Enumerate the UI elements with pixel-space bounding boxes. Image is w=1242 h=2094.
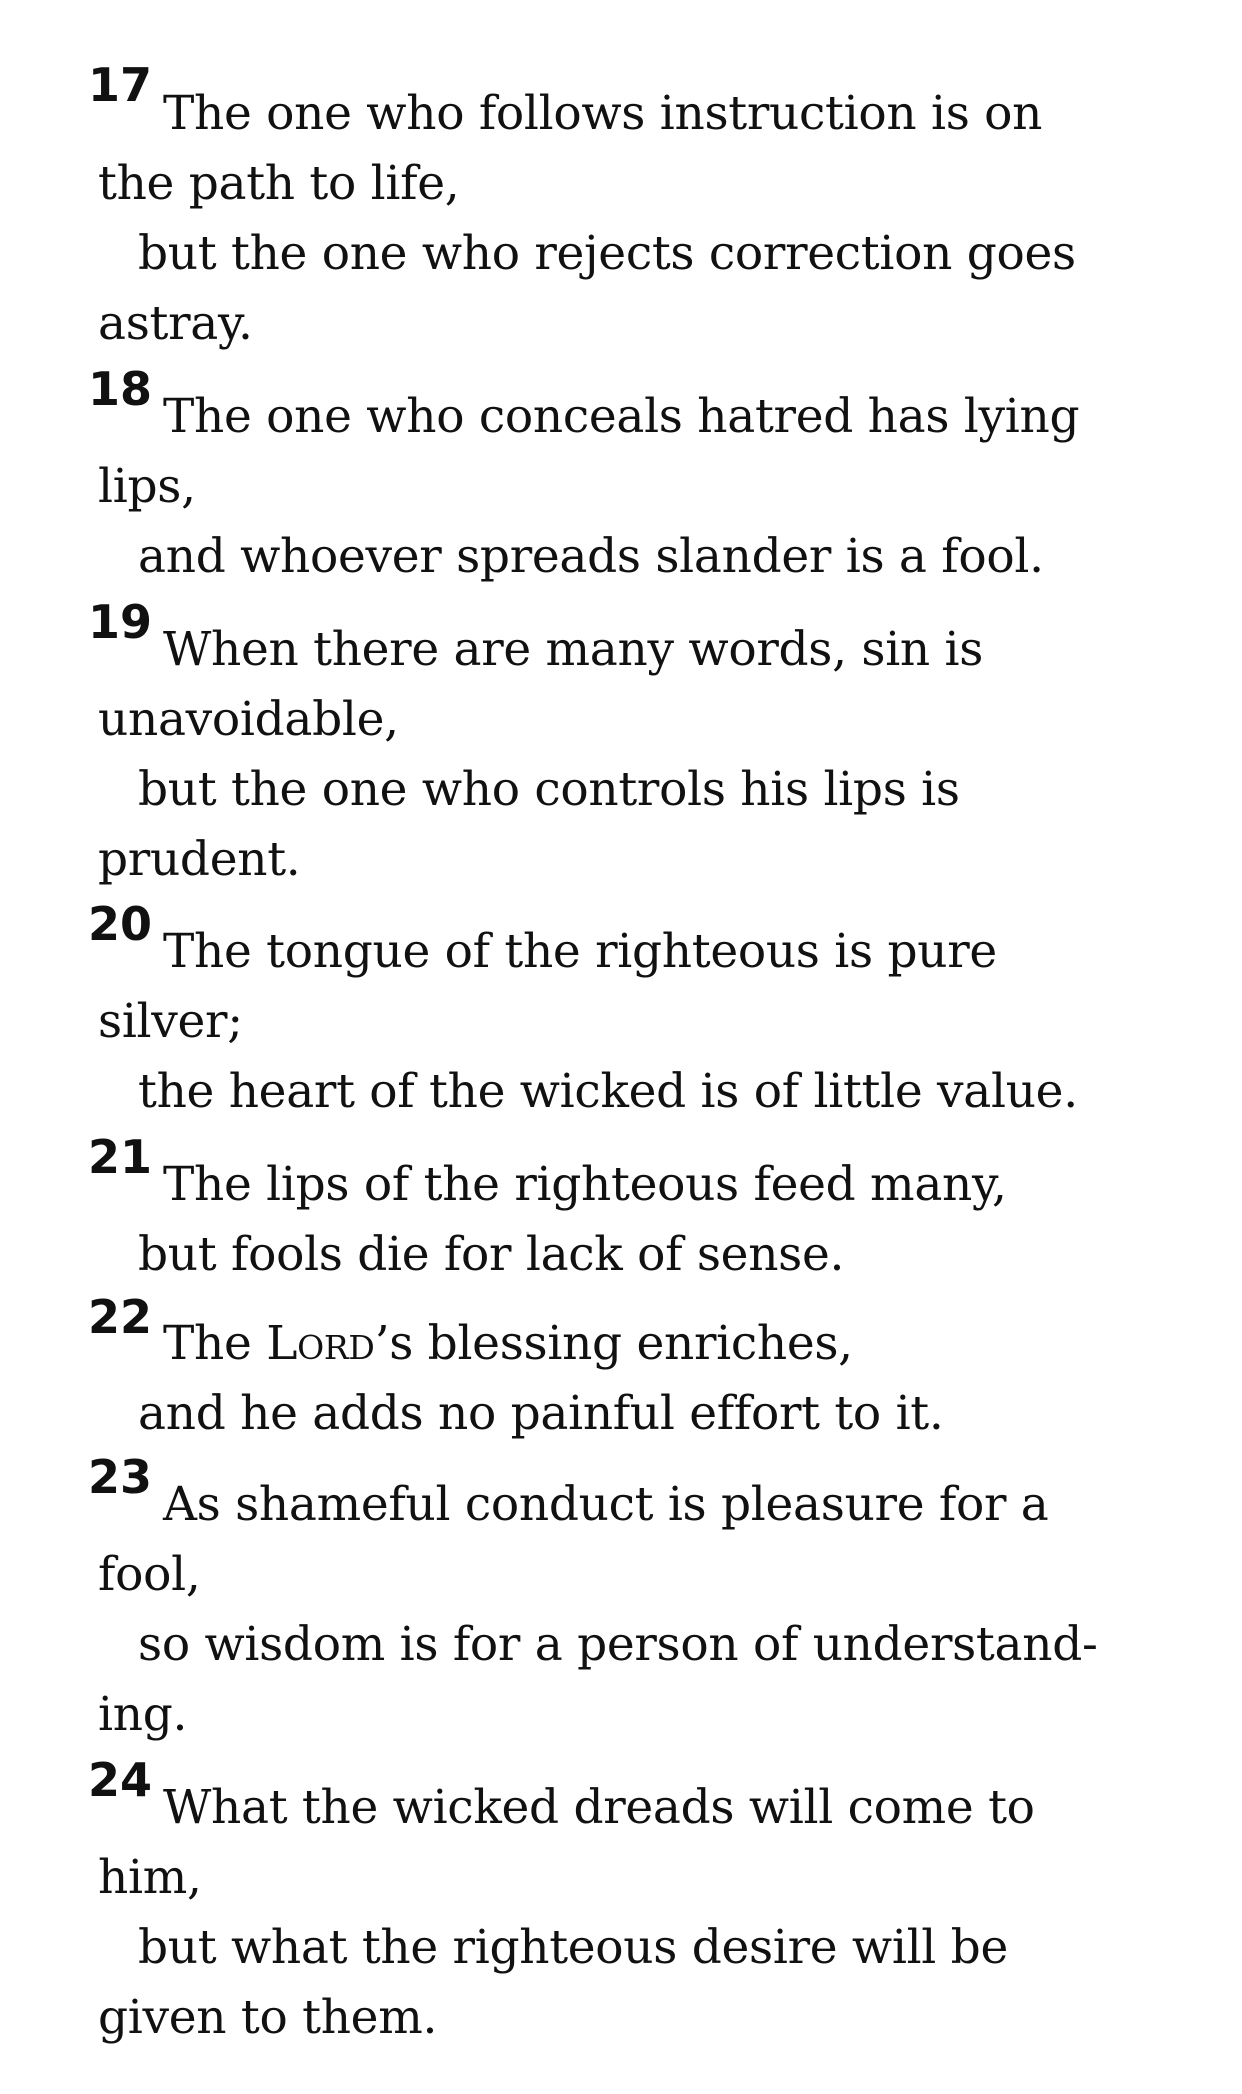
verse-line: unavoidable, xyxy=(98,692,399,747)
verse-number: 24 xyxy=(88,1753,153,1807)
verse-line: but the one who controls his lips is xyxy=(138,762,960,817)
verse-line: When there are many words, sin is xyxy=(163,622,984,677)
verse-number: 19 xyxy=(88,595,153,649)
verse-line: so wisdom is for a person of understand- xyxy=(138,1617,1098,1672)
verse-text: ’s blessing enriches, xyxy=(374,1316,853,1371)
verse-line: As shameful conduct is pleasure for a xyxy=(163,1477,1049,1532)
verse-line: him, xyxy=(98,1850,202,1905)
verse-line: astray. xyxy=(98,296,253,351)
verse-number: 18 xyxy=(88,362,153,416)
verse-line: What the wicked dreads will come to xyxy=(163,1780,1035,1835)
verse-line: The one who follows instruction is on xyxy=(163,86,1043,141)
verse-number: 22 xyxy=(88,1290,153,1344)
verse-line: ing. xyxy=(98,1687,188,1742)
verse-line: silver; xyxy=(98,994,243,1049)
verse-line: but fools die for lack of sense. xyxy=(138,1227,845,1282)
verse-line: the path to life, xyxy=(98,156,460,211)
verse-line: and he adds no painful effort to it. xyxy=(138,1386,944,1441)
verse-number: 23 xyxy=(88,1450,153,1504)
verse-number: 21 xyxy=(88,1130,153,1184)
verse-line: but the one who rejects correction goes xyxy=(138,226,1076,281)
verse-line: lips, xyxy=(98,459,196,514)
verse-number: 17 xyxy=(88,58,153,112)
verse-line: prudent. xyxy=(98,832,301,887)
verse-text: The xyxy=(163,1316,267,1371)
verse-line: The tongue of the righteous is pure xyxy=(163,924,997,979)
verse-line: The lips of the righteous feed many, xyxy=(163,1157,1007,1212)
verse-line: given to them. xyxy=(98,1990,438,2045)
verse-line: but what the righteous desire will be xyxy=(138,1920,1008,1975)
verse-line xyxy=(163,1316,853,1371)
verse-line: the heart of the wicked is of little value. xyxy=(138,1064,1078,1119)
verse-line: The one who conceals hatred has lying xyxy=(163,389,1080,444)
verse-line: and whoever spreads slander is a fool. xyxy=(138,529,1044,584)
verse-number: 20 xyxy=(88,897,153,951)
divine-name: Lord xyxy=(266,1316,375,1371)
verse-line: fool, xyxy=(98,1547,201,1602)
